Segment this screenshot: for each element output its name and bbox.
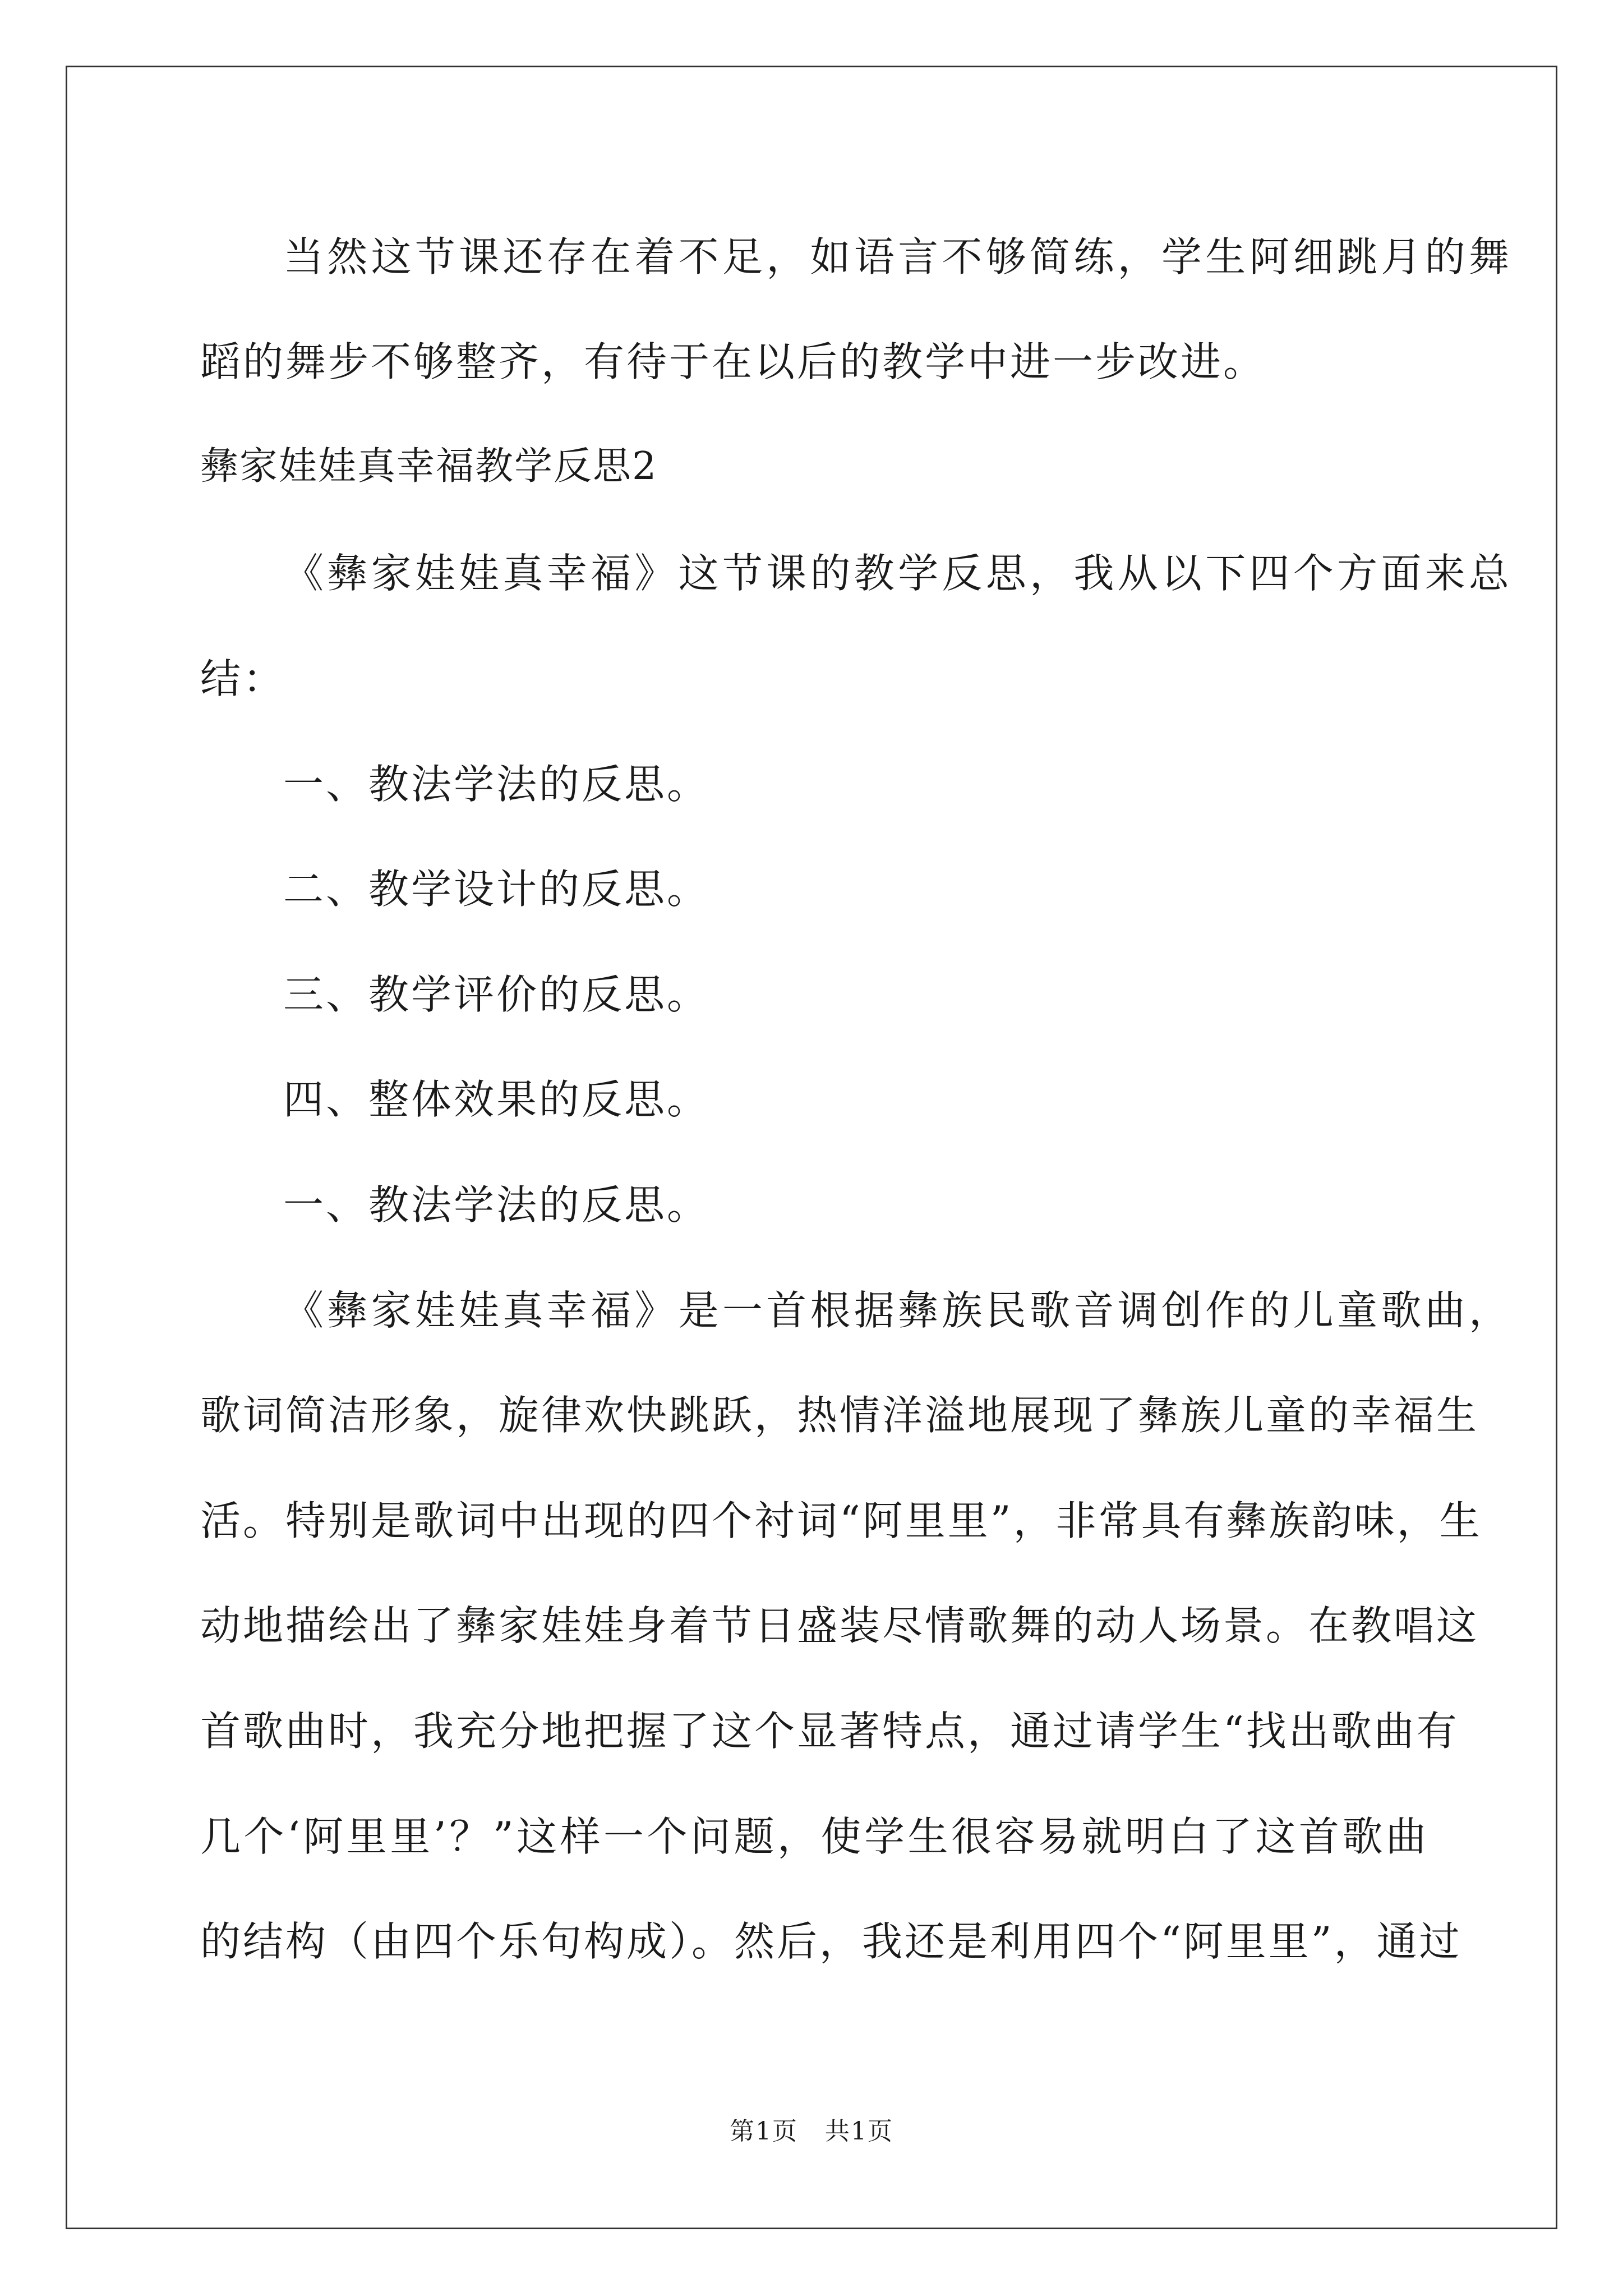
list-item: 一、教法学法的反思。: [283, 761, 710, 808]
paragraph-line: 结：: [200, 655, 286, 702]
list-item: 二、教学设计的反思。: [283, 866, 710, 913]
paragraph-line: 活。特别是歌词中出现的四个衬词“阿里里”，非常具有彝族韵味，生: [200, 1497, 1482, 1544]
paragraph-line: 《彝家娃娃真幸福》这节课的教学反思，我从以下四个方面来总: [283, 550, 1511, 597]
paragraph-line: 几个‘阿里里’？”这样一个问题，使学生很容易就明白了这首歌曲: [200, 1813, 1428, 1860]
page-total: 共1页: [825, 2117, 893, 2146]
paragraph-line: 歌词简洁形象，旋律欢快跳跃，热情洋溢地展现了彝族儿童的幸福生: [200, 1392, 1479, 1439]
page-number: 第1页: [730, 2117, 798, 2146]
paragraph-line: 动地描绘出了彝家娃娃身着节日盛装尽情歌舞的动人场景。在教唱这: [200, 1602, 1479, 1649]
paragraph-line: 《彝家娃娃真幸福》是一首根据彝族民歌音调创作的儿童歌曲，: [283, 1287, 1511, 1334]
paragraph-line: 首歌曲时，我充分地把握了这个显著特点，通过请学生“找出歌曲有: [200, 1708, 1459, 1755]
subsection-heading: 一、教法学法的反思。: [283, 1181, 710, 1228]
page-footer: [0, 2115, 1623, 2148]
list-item: 三、教学评价的反思。: [283, 971, 710, 1018]
paragraph-line: 当然这节课还存在着不足，如语言不够简练，学生阿细跳月的舞: [283, 233, 1511, 280]
list-item: 四、整体效果的反思。: [283, 1076, 710, 1123]
paragraph-line: 蹈的舞步不够整齐，有待于在以后的教学中进一步改进。: [200, 338, 1266, 385]
section-heading: 彝家娃娃真幸福教学反思2: [200, 444, 658, 489]
page-border: [66, 66, 1557, 2229]
paragraph-line: 的结构（由四个乐句构成）。然后，我还是利用四个“阿里里”，通过: [200, 1918, 1462, 1965]
